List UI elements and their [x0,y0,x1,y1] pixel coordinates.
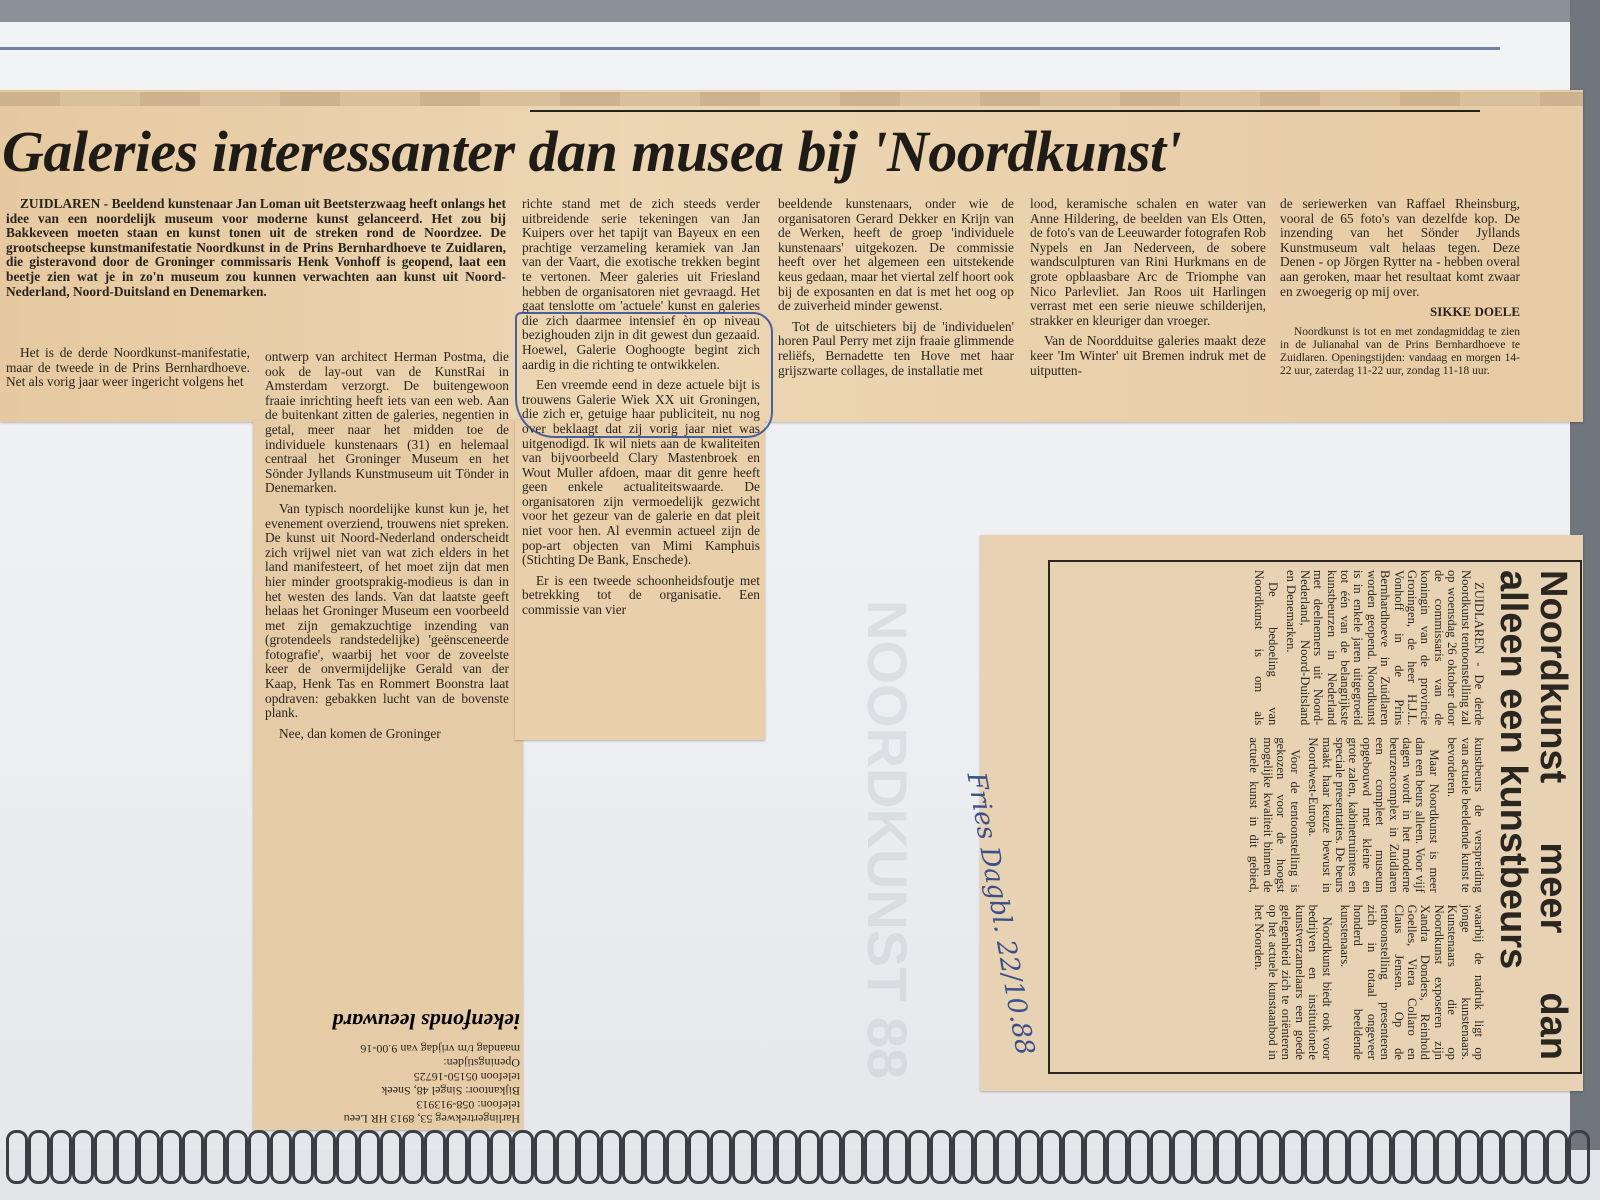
column-4 [778,197,1014,417]
side-paragraph-2: De bedoeling van Noordkunst is om als kunstbeurs de verspreiding van actuele beeldende kunst te bevorderen. [1252,570,1486,893]
binding-ring [1568,1130,1590,1184]
binding-ring [886,1130,908,1184]
background-ghost-text: NOORDKUNST 88 [856,600,919,1080]
binding-ring [72,1130,94,1184]
side-paragraph-4: Voor de tentoonstelling is gekozen voor de hoogst mogelijke kwaliteit binnen de actuele kunst in dit gebied, waarbij de nadruk ligt op jonge kunstenaars. Kunstenaars die op Noordkunst exposeren zijn Xandra Donders, Reinhold Goelles, Viera Collaro en Claus Jensen. Op de tentoonstelling presenteren zich in totaal ongeveer honderd beeldende kunstenaars. [1247,737,1486,1060]
binding-ring [1084,1130,1106,1184]
binding-ring [798,1130,820,1184]
column-1 [6,346,250,406]
binding-ring [1458,1130,1480,1184]
binding-ring [94,1130,116,1184]
address-line-1: Harlingertrekweg 53, 8913 HR Leeu [343,1112,520,1126]
handwritten-source-note: Fries Dagbl. 22/10.88 [960,770,1040,1058]
binding-ring [1172,1130,1194,1184]
binding-ring [248,1130,270,1184]
column-5-paragraph-2: Van de Noordduitse galeries maakt deze keer 'Im Winter' uit Bremen indruk met de uitputten- [1030,333,1266,378]
binding-ring [1546,1130,1568,1184]
advert-name: iekenfonds leeuward [332,1009,520,1034]
binding-ring [1414,1130,1436,1184]
ink-circle-annotation [515,312,773,438]
binding-ring [1150,1130,1172,1184]
side-article-title: Noordkunst meer dan alleen een kunstbeurs [1492,570,1574,1060]
binding-ring [666,1130,688,1184]
binding-ring [974,1130,996,1184]
binding-ring [160,1130,182,1184]
binding-ring [952,1130,974,1184]
binding-ring [776,1130,798,1184]
address-line-5: Openingstijden: [443,1056,520,1070]
binding-ring [842,1130,864,1184]
binding-ring [1524,1130,1546,1184]
binding-ring [358,1130,380,1184]
article-lead [6,197,506,322]
binding-ring [820,1130,842,1184]
binding-ring [1128,1130,1150,1184]
clipping-top-strip [0,92,1583,106]
binding-ring [1502,1130,1524,1184]
binding-ring [204,1130,226,1184]
column-4-paragraph-1: beeldende kunstenaars, onder wie de organisatoren Gerard Dekker en Krijn van de Werken, heeft de groep 'individuele kunstenaars' uitgekozen. De commissie heeft over het algemeen een uitstekende keus gedaan, maar het viertal zelf hoort ook bij de exposanten en dat is met het oog op de zuiverheid minder gewenst. [778,197,1014,314]
binding-ring [1062,1130,1084,1184]
column-2-paragraph-2: Van typisch noordelijke kunst kun je, het evenement overziend, trouwens niet spreken. De kunst uit Noord-Nederland onderscheidt zich vrijwel niet van wat zich elders in het land manifesteert, of het moet zijn dat men hier minder grootsprakig-modieus is dan in het westen des lands. Van dat laatste geeft helaas het Groninger Museum een voorbeeld met zijn gemakzuchtige inzending van (grotendeels randstedelijke) 'geënsceneerde fotografie', waarbij het voor de zoveelste keer de onvermijdelijke Gerald van der Kaap, Henk Tas en Rommert Boonstra laat opdraven: gebakken lucht van de bovenste plank. [265,500,509,721]
binding-ring [6,1130,28,1184]
binding-ring [1282,1130,1304,1184]
address-line-2: telefoon: 058-913913 [416,1098,520,1112]
column-3 [522,197,760,737]
binding-ring [1304,1130,1326,1184]
binding-ring [490,1130,512,1184]
column-1-paragraph: Het is de derde Noordkunst-manifestatie, maar de tweede in de Prins Bernhardhoeve. Net als vorig jaar weer ingericht volgens het [6,346,250,390]
binding-ring [182,1130,204,1184]
opening-hours-note: Noordkunst is tot en met zondagmiddag te zien in de Julianahal van de Prins Bernhardhoeve te Zuidlaren. Openingstijden: vandaag en morgen 14-22 uur, zaterdag 11-22 uur, zondag 11-18 uur. [1280,325,1520,377]
binding-ring [1194,1130,1216,1184]
binding-ring [908,1130,930,1184]
binding-ring [1326,1130,1348,1184]
headline-rule [530,110,1480,112]
binding-ring [754,1130,776,1184]
binding-ring [380,1130,402,1184]
binding-ring [1106,1130,1128,1184]
binding-ring [1392,1130,1414,1184]
column-6-paragraph-1: de seriewerken van Raffael Rheinsburg, vooral de 65 foto's van dezelfde kop. De inzending van het Sönder Jyllands Kunstmuseum valt helaas tegen. Deze Denen - op Jörgen Rytter na - hebben overal aan geroken, maar het resultaat komt zwaar en zwoegerig op mij over. [1280,197,1520,299]
column-3-paragraph-3: Er is een tweede schoonheidsfoutje met betrekking tot de organisatie. Een commissie van vier [522,572,760,618]
column-3-paragraph-1: richte stand met de zich steeds verder uitbreidende serie tekeningen van Jan Kuipers over het tapijt van Bayeux en een prachtige verzameling keramiek van Jan van der Vaart, die exotische trekken begint te vertonen. Meer galeries uit Friesland hebben de organisatoren niet gevraagd. Het gaat tenslotte om 'actuele' kunst en galeries die zich daarmee intensief èn op niveau bezighouden zijn in dit gewest dun gezaaid. Hoewel, Galerie Ooghoogte begint zich aardig in die richting te ontwikkelen. [522,197,760,372]
column-2-paragraph-3: Nee, dan komen de Groninger [279,725,441,741]
article-headline: Galeries interessanter dan musea bij 'Noordkunst' [2,119,1182,184]
address-advert [258,948,520,1126]
column-5 [1030,197,1266,417]
side-article-wrapper [1050,562,1576,1068]
address-line-3: Bijkantoor: Singel 48, Sneek [381,1084,520,1098]
column-3-paragraph-2: Een vreemde eend in deze actuele bijt is trouwens Galerie Wiek XX uit Groningen, die zich er, getuige haar publiciteit, nu nog over beklaagt dat zij vorig jaar niet was uitgenodigd. Ik wil niets aan de kwaliteiten van bijvoorbeeld Clary Mastenbroek en Wout Muller afdoen, maar dit genre heeft geen enkele actualiteitswaarde. De organisatoren zijn vermoedelijk gezwicht voor het gezeur van de galerie en dat pleit niet voor hen. Al evenmin actueel zijn de pop-art objecten van Mimi Kamphuis (Stichting De Bank, Enschede). [522,377,760,568]
column-4-paragraph-2: Tot de uitschieters bij de 'individuelen' horen Paul Perry met zijn fraaie glimmende reliëfs, Bernadette ten Hove met haar grijszwarte collages, de installatie met [778,318,1014,378]
binding-ring [600,1130,622,1184]
binding-ring [644,1130,666,1184]
binding-ring [688,1130,710,1184]
binding-ring [534,1130,556,1184]
binding-ring [292,1130,314,1184]
binding-ring [732,1130,754,1184]
binding-ring [50,1130,72,1184]
binding-ring [710,1130,732,1184]
column-6 [1280,197,1520,407]
binding-ring [512,1130,534,1184]
side-article-body [1247,570,1485,1060]
binding-ring [1260,1130,1282,1184]
side-paragraph-3: Maar Noordkunst is meer dan een beurs alleen. Voor vijf dagen wordt in het moderne beurzencomplex in Zuidlaren een compleet museum opgebouwd met kleine en grote zalen, kabinetruimtes en speciale presentaties. De beurs maakt haar keuze bewust in Noordwest-Europa. [1306,737,1441,893]
binding-ring [1216,1130,1238,1184]
binding-ring [468,1130,490,1184]
binding-ring [1018,1130,1040,1184]
address-line-6: maandag t/m vrijdag van 9.00-16 [360,1042,520,1056]
binding-ring [622,1130,644,1184]
binding-ring [28,1130,50,1184]
binding-ring [424,1130,446,1184]
binding-ring [446,1130,468,1184]
address-line-4: telefoon 05150-16725 [413,1070,520,1084]
column-2-paragraph-1: ontwerp van architect Herman Postma, die ook de lay-out van de KunstRai in Amsterdam verzorgt. De buitengewoon fraaie inrichting heeft iets van een web. Aan de buitenkant zitten de galeries, negentien in getal, meer naar het midden toe de individuele kunstenaars (31) en helemaal centraal het Groninger Museum en het Sönder Jyllands Kunstmuseum uit Tönder in Denemarken. [265,350,509,496]
binding-ring [138,1130,160,1184]
column-5-paragraph-1: lood, keramische schalen en water van Anne Hildering, de beelden van Els Otten, de foto's van de Leeuwarder fotografen Rob Nypels en Jan Nederveen, de sobere wandsculpturen van Rini Hurkmans en de grote opblaasbare Arc de Triomphe van Nico Parlevliet. Jan Roos uit Harlingen verrast met een serie nieuwe schilderijen, strakker en kleuriger dan vroeger. [1030,197,1266,328]
binding-ring [336,1130,358,1184]
side-paragraph-1: ZUIDLAREN - De derde Noordkunst tentoonstelling zal op woensdag 26 oktober door de commissaris van de koningin van de provincie Groningen, de heer H.J.L. Vonhoff in de Prins Bernhardhoeve in Zuidlaren worden geopend. Noordkunst is in enkele jaren uitgegroeid tot één van de belangrijkste kunstbeurzen in Nederland met deelnemers uit Noord-Nederland, Noord-Duitsland en Denemarken. [1284,570,1486,726]
lead-paragraph: ZUIDLAREN - Beeldend kunstenaar Jan Loman uit Beetsterzwaag heeft onlangs het idee van een noordelijk museum voor moderne kunst gelanceerd. Het zou bij Bakkeveen moeten staan en kunst tonen uit de streken rond de Noordzee. De grootscheepse kunstmanifestatie Noordkunst in de Prins Bernhardhoeve te Zuidlaren, die gisteravond door de Groninger commissaris Henk Vonhoff is geopend, laat een beetje zien wat je in zo'n museum zou kunnen verwachten aan kunst uit Noord-Nederland, Noord-Duitsland en Denemarken. [6,197,506,299]
side-paragraph-5: Noordkunst biedt ook voor bedrijven en institutionele kunstverzamelaars een goede gelegenheid zich te oriënteren op het actuele kunstaanbod in het Noorden. [1252,904,1334,1060]
binding-ring [1040,1130,1062,1184]
column-2 [265,350,509,820]
binding-ring [578,1130,600,1184]
binding-ring [1238,1130,1260,1184]
binding-ring [270,1130,292,1184]
page-edge-line [0,47,1500,50]
binding-ring [1480,1130,1502,1184]
binding-ring [996,1130,1018,1184]
binding-ring [116,1130,138,1184]
binding-ring [1370,1130,1392,1184]
binding-ring [930,1130,952,1184]
binding-ring [864,1130,886,1184]
binding-ring [226,1130,248,1184]
binding-ring [1436,1130,1458,1184]
binding-ring [556,1130,578,1184]
author-byline: SIKKE DOELE [1430,304,1520,320]
side-article [1053,570,1573,1060]
binding-ring [402,1130,424,1184]
binding-ring [314,1130,336,1184]
binding-ring [1348,1130,1370,1184]
